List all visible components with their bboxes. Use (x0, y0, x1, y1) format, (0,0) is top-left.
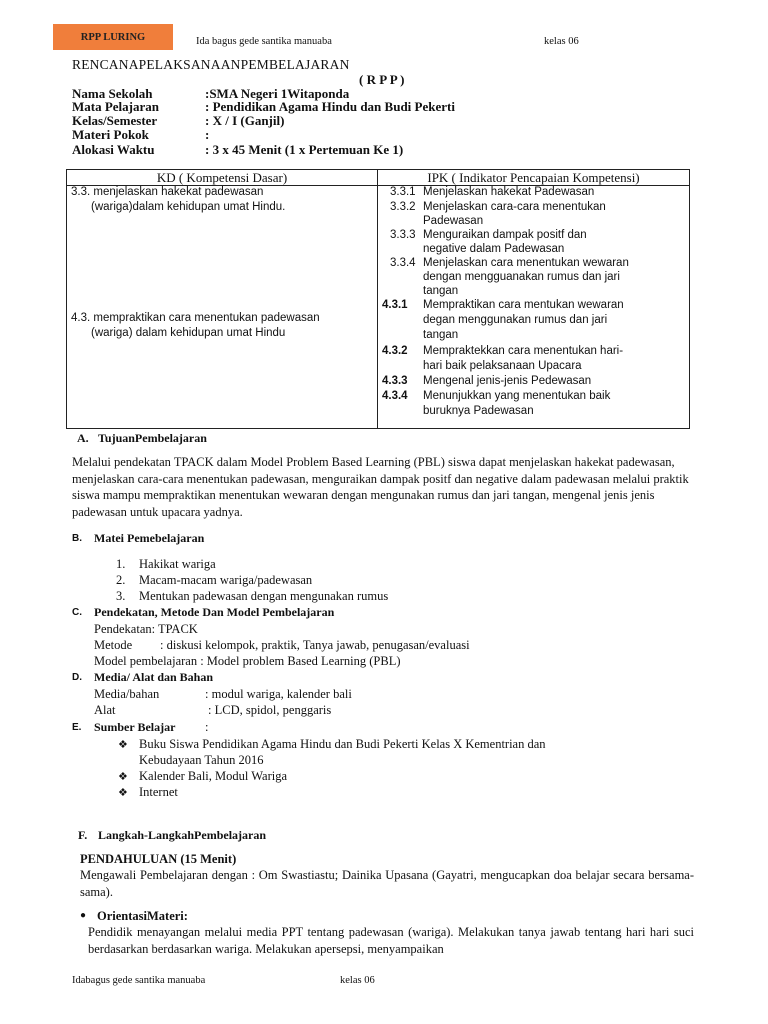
ipk-333-text1: Menguraikan dampak positf dan (423, 229, 587, 241)
section-b-letter: B. (72, 533, 82, 544)
pendahuluan-text: Mengawali Pembelajaran dengan : Om Swastiastu; Dainika Upasana (Gayatri, mengucapkan doa belajar secara bersama-sama). (80, 868, 694, 899)
diamond-bullet-icon: ❖ (118, 739, 128, 751)
section-e-title: Sumber Belajar (94, 720, 176, 734)
info-value-alokasi: : 3 x 45 Menit (1 x Pertemuan Ke 1) (205, 142, 404, 157)
ipk-431-text1: Mempraktikan cara mentukan wewaran (423, 299, 624, 311)
section-d-line-2-value: : LCD, spidol, penggaris (208, 703, 332, 717)
diamond-bullet-icon: ❖ (118, 771, 128, 783)
section-e-item-2: Kalender Bali, Modul Wariga (139, 769, 288, 783)
section-d-line-1-value: : modul wariga, kalender bali (205, 687, 352, 701)
kd-cell (67, 186, 378, 429)
section-d-title: Media/ Alat dan Bahan (94, 670, 214, 684)
rpp-luring-badge: RPP LURING (53, 24, 173, 50)
ipk-432-text2: hari baik pelaksanaan Upacara (423, 360, 582, 372)
section-c-line-1: Pendekatan: TPACK (94, 622, 198, 636)
orientasi-text: Pendidik menayangan melalui media PPT tentang padewasan (wariga). Melakukan tanya jawab tentang hari hari suci berdasarkan berdasarkan wariga. Melakukan apersepsi, menyampaikan (88, 925, 694, 956)
pendahuluan-title: PENDAHULUAN (15 Menit) (80, 852, 237, 866)
info-label-materi: Materi Pokok (72, 127, 149, 142)
section-f-title: Langkah-LangkahPembelajaran (98, 828, 267, 842)
section-d-letter: D. (72, 672, 82, 683)
info-value-kelas: : X / I (Ganjil) (205, 113, 285, 128)
section-b-item-1-num: 1. (116, 557, 126, 571)
ipk-433-num: 4.3.3 (382, 375, 408, 387)
section-e-item-1-cont: Kebudayaan Tahun 2016 (139, 753, 264, 767)
kd-header: KD ( Kompetensi Dasar) (67, 170, 378, 186)
footer-author: Idabagus gede santika manuaba (72, 975, 206, 986)
ipk-332-text2: Padewasan (423, 215, 484, 227)
section-b-item-2: Macam-macam wariga/padewasan (139, 573, 313, 587)
info-label-kelas: Kelas/Semester (72, 113, 158, 128)
section-c-line-2-value: : diskusi kelompok, praktik, Tanya jawab, penugasan/evaluasi (160, 638, 470, 652)
ipk-431-text3: tangan (423, 329, 459, 341)
ipk-431-text2: degan menggunakan rumus dan jari (423, 314, 608, 326)
ipk-434-num: 4.3.4 (382, 390, 408, 402)
ipk-434-text2: buruknya Padewasan (423, 405, 534, 417)
orientasi-title: OrientasiMateri: (97, 909, 188, 923)
header-kelas: kelas 06 (544, 36, 579, 47)
kd1-line1: 3.3. menjelaskan hakekat padewasan (71, 186, 264, 198)
document-title: RENCANAPELAKSANAANPEMBELAJARAN (72, 57, 350, 72)
section-e-colon: : (205, 720, 209, 734)
section-d-line-2-label: Alat (94, 703, 116, 717)
section-c-title: Pendekatan, Metode Dan Model Pembelajaran (94, 605, 335, 619)
ipk-432-num: 4.3.2 (382, 345, 408, 357)
section-b-item-3: Mentukan padewasan dengan mengunakan rumus (139, 589, 389, 603)
section-e-item-1: Buku Siswa Pendidikan Agama Hindu dan Budi Pekerti Kelas X Kementrian dan (139, 737, 546, 751)
bullet-dot-icon: ● (80, 910, 87, 921)
ipk-433-text1: Mengenal jenis-jenis Pedewasan (423, 375, 592, 387)
ipk-331-text: Menjelaskan hakekat Padewasan (423, 186, 595, 198)
section-a-letter: A. (77, 431, 89, 445)
kd-ipk-table (66, 169, 690, 429)
ipk-334-text3: tangan (423, 285, 459, 297)
diamond-bullet-icon: ❖ (118, 787, 128, 799)
section-a-title: TujuanPembelajaran (98, 431, 207, 445)
info-label-mapel: Mata Pelajaran (72, 99, 160, 114)
section-e-item-3: Internet (139, 785, 178, 799)
section-f-letter: F. (78, 828, 88, 842)
ipk-431-num: 4.3.1 (382, 299, 408, 311)
info-value-sekolah: :SMA Negeri 1Witaponda (205, 86, 350, 101)
kd1-line2: (wariga)dalam kehidupan umat Hindu. (91, 201, 286, 213)
section-d-line-1-label: Media/bahan (94, 687, 160, 701)
ipk-cell (378, 186, 690, 429)
section-c-line-2-label: Metode (94, 638, 133, 652)
section-e-letter: E. (72, 722, 82, 733)
header-author: Ida bagus gede santika manuaba (196, 36, 332, 47)
ipk-334-text2: dengan mengguanakan rumus dan jari (423, 271, 620, 283)
ipk-333-num: 3.3.3 (390, 229, 416, 241)
info-label-sekolah: Nama Sekolah (72, 86, 153, 101)
section-b-title: Matei Pemebelajaran (94, 531, 205, 545)
footer-kelas: kelas 06 (340, 975, 375, 986)
ipk-331-num: 3.3.1 (390, 186, 416, 198)
kd2-line1: 4.3. mempraktikan cara menentukan padewasan (71, 312, 320, 324)
ipk-header: IPK ( Indikator Pencapaian Kompetensi) (378, 170, 690, 186)
section-b-item-1: Hakikat wariga (139, 557, 216, 571)
section-a-text: Melalui pendekatan TPACK dalam Model Problem Based Learning (PBL) siswa dapat menjelaskan hakekat padewasan, menjelaskan cara-cara menentukan padewasan, menguraikan dampak positf dan negative dalam padewasan melalui praktik siswa mampu mempraktikan menentukan wewaran dengan mengunakan rumus dan jari tangan, mengenal jenis jenis padewasan untuk upacara yadnya. (72, 455, 689, 519)
info-value-mapel: : Pendidikan Agama Hindu dan Budi Pekerti (205, 99, 455, 114)
section-b-item-3-num: 3. (116, 589, 126, 603)
document-subtitle: ( R P P ) (359, 72, 405, 87)
info-label-alokasi: Alokasi Waktu (72, 142, 155, 157)
ipk-334-num: 3.3.4 (390, 257, 416, 269)
ipk-432-text1: Mempraktekkan cara menentukan hari- (423, 345, 624, 357)
ipk-333-text2: negative dalam Padewasan (423, 243, 565, 255)
kd2-line2: (wariga) dalam kehidupan umat Hindu (91, 327, 286, 339)
section-c-line-3: Model pembelajaran : Model problem Based Learning (PBL) (94, 654, 401, 668)
ipk-332-num: 3.3.2 (390, 201, 416, 213)
ipk-434-text1: Menunjukkan yang menentukan baik (423, 390, 611, 402)
info-value-materi: : (205, 127, 210, 142)
section-c-letter: C. (72, 607, 82, 618)
ipk-334-text1: Menjelaskan cara menentukan wewaran (423, 257, 629, 269)
ipk-332-text1: Menjelaskan cara-cara menentukan (423, 201, 606, 213)
section-b-item-2-num: 2. (116, 573, 126, 587)
